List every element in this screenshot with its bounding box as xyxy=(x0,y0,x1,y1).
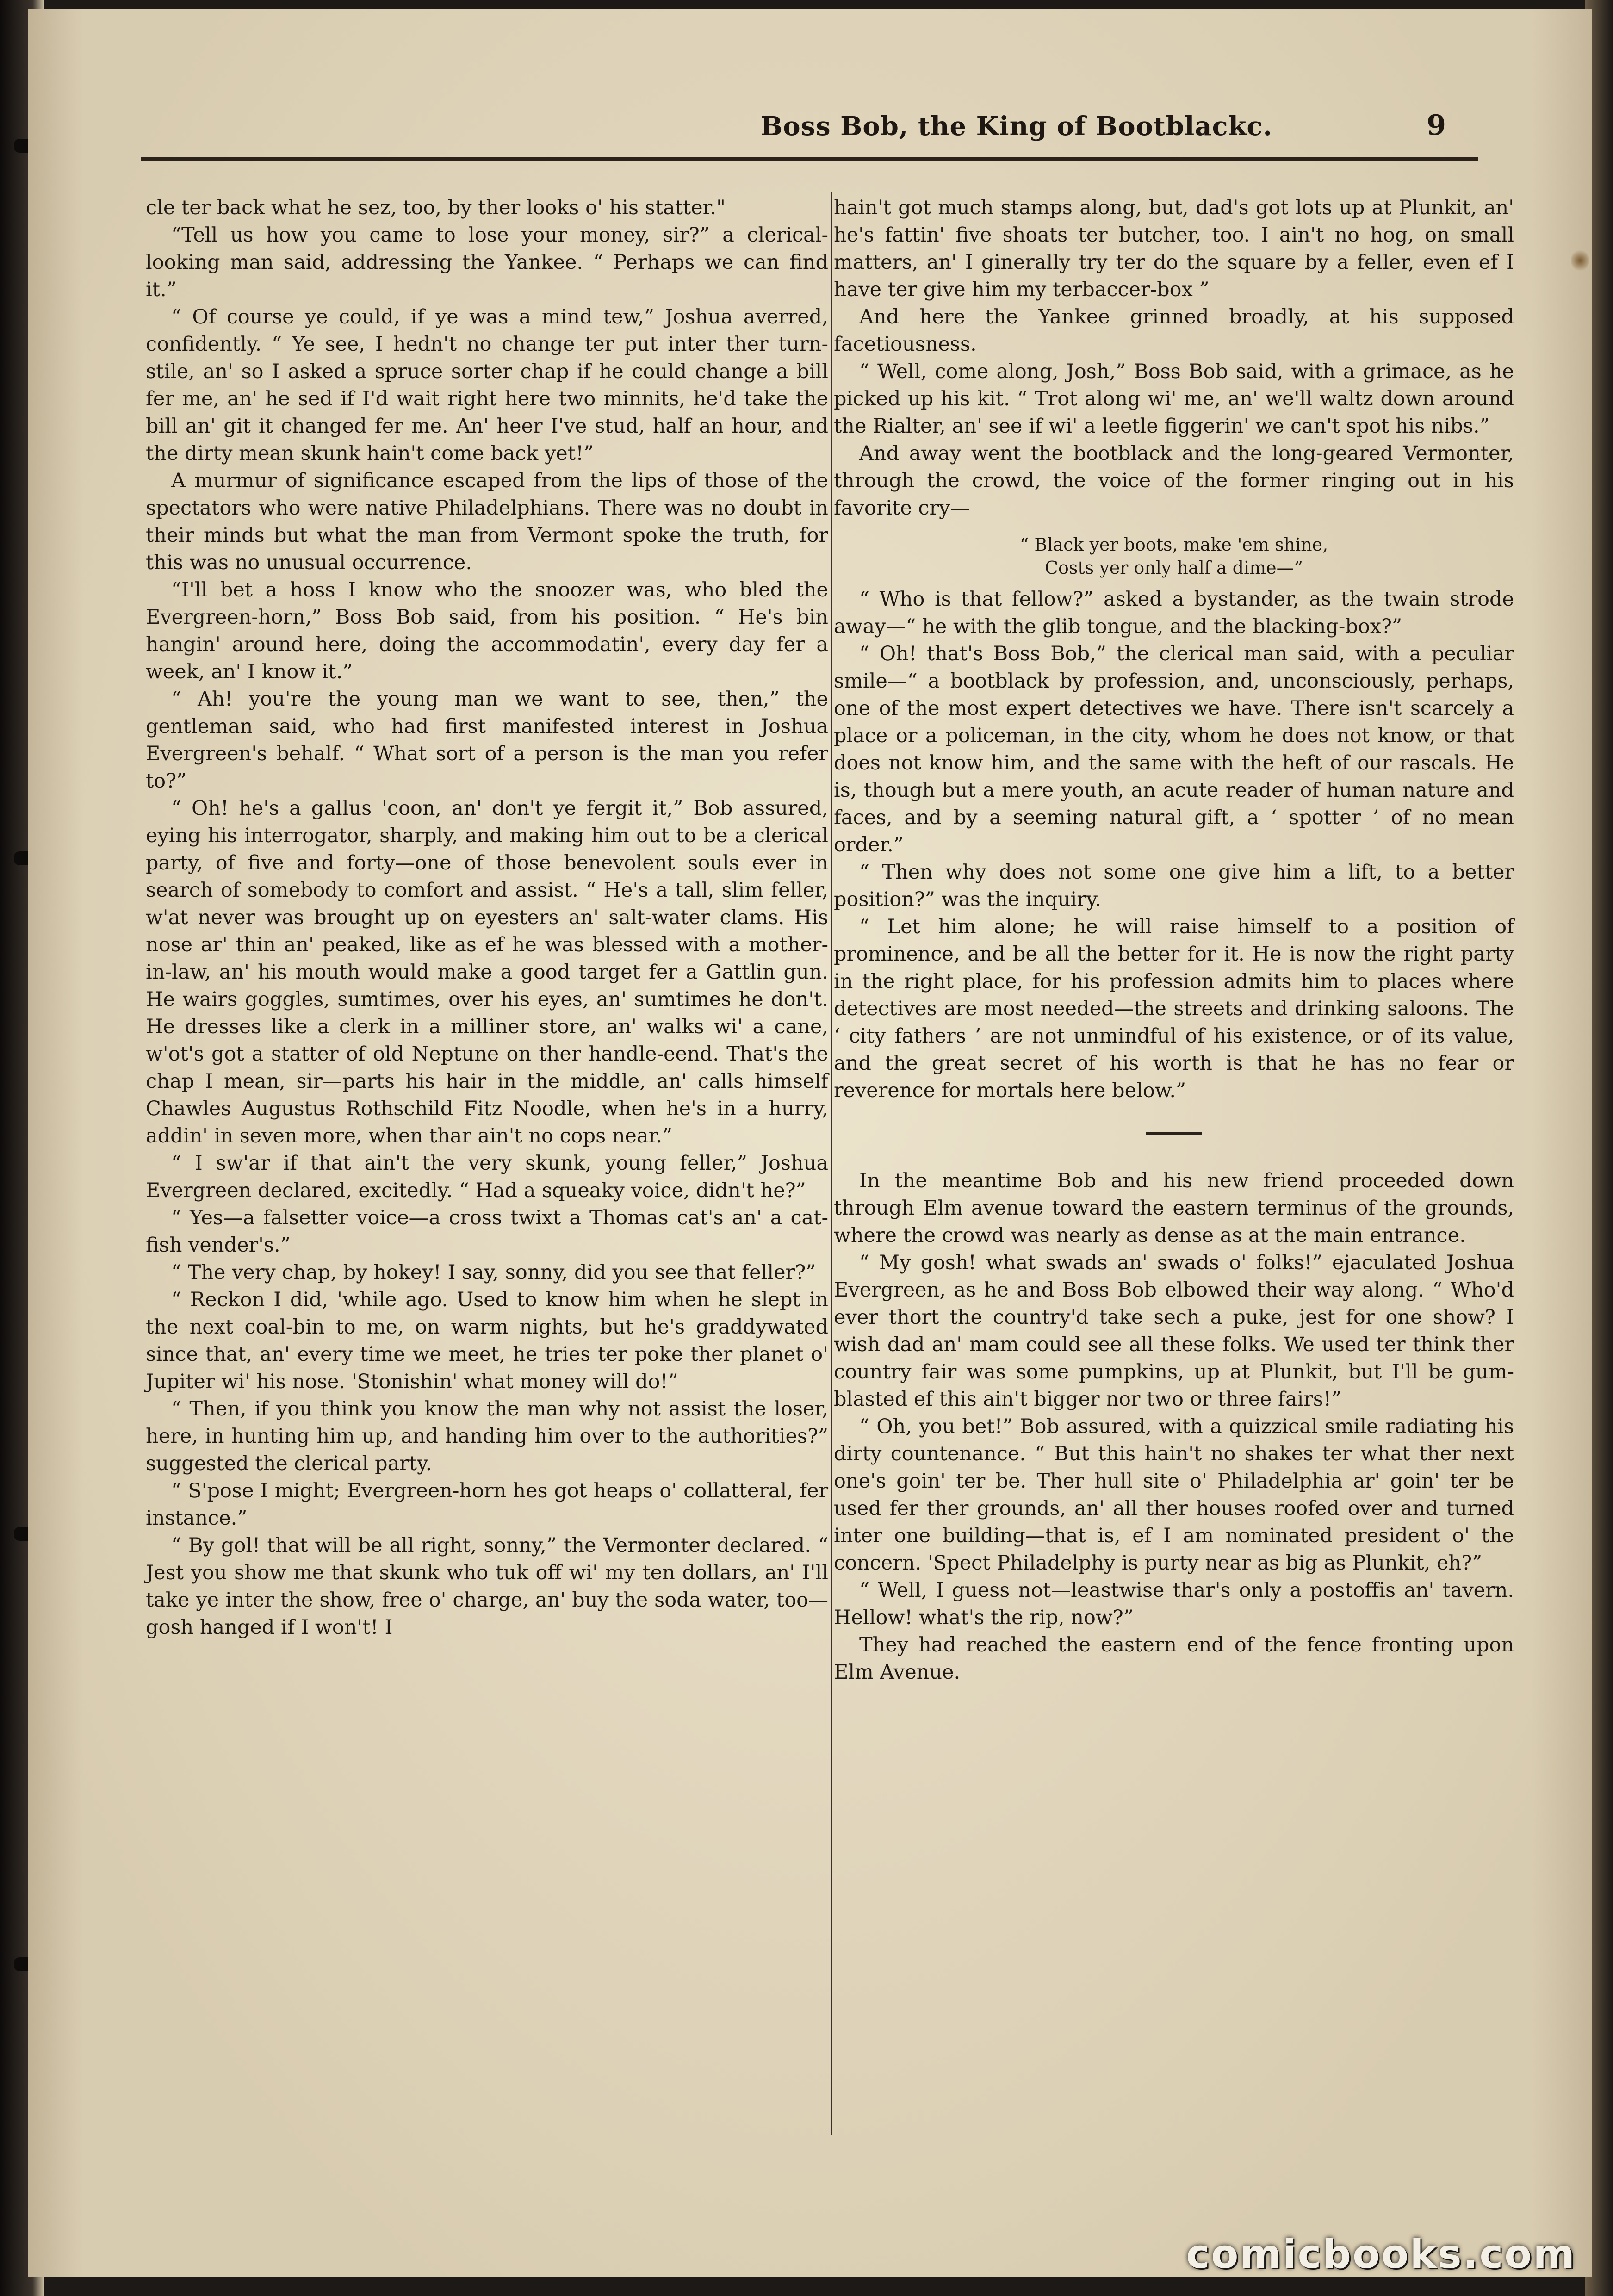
right-column xyxy=(834,194,1514,2161)
column-divider xyxy=(831,192,832,2135)
paragraph: They had reached the eastern end of the fence fronting upon Elm Avenue. xyxy=(834,1633,1514,1684)
page-number: 9 xyxy=(1427,109,1446,142)
paragraph: A murmur of significance escaped from the lips of those of the spectators who were native Philadelphians. There was no doubt in their minds but what the man from Vermont spoke the truth, for this was no unusual occurrence. xyxy=(146,469,828,574)
left-column xyxy=(146,194,828,2161)
paragraph: And here the Yankee grinned broadly, at his supposed facetiousness. xyxy=(834,305,1514,356)
paragraph: “ Who is that fellow?” asked a bystander, as the twain strode away—“ he with the glib tongue, and the blacking-box?” xyxy=(834,588,1514,638)
verse xyxy=(834,533,1514,579)
paragraph: “ Let him alone; he will raise himself to a position of prominence, and be all the better for it. He is now the right party in the right place, for his profession admits him to places where detectives are most needed—the streets and drinking saloons. The ‘ city fathers ’ are not unmindful of his existence, or of its value, and the great secret of his worth is that he has no fear or reverence for mortals here below.” xyxy=(834,915,1514,1102)
running-header xyxy=(28,102,1592,167)
watermark: comicbooks.com xyxy=(1186,2231,1576,2277)
paragraph: “ Then, if you think you know the man why not assist the loser, here, in hunting him up, and handing him over to the authorities?” suggested the clerical party. xyxy=(146,1397,828,1475)
paragraph: cle ter back what he sez, too, by ther looks o' his statter." xyxy=(146,196,726,219)
section-divider xyxy=(1146,1132,1202,1135)
stain-spot xyxy=(1571,250,1589,271)
book-page xyxy=(28,9,1592,2277)
paragraph: “ I sw'ar if that ain't the very skunk, young feller,” Joshua Evergreen declared, excitedly. “ Had a squeaky voice, didn't he?” xyxy=(146,1152,828,1202)
paragraph: “ Then why does not some one give him a lift, to a better position?” was the inquiry. xyxy=(834,861,1514,911)
paragraph: “ Well, come along, Josh,” Boss Bob said, with a grimace, as he picked up his kit. “ Trot along wi' me, an' we'll waltz down around the Rialter, an' see if wi' a leetle figgerin' we can't spot his nibs.” xyxy=(834,360,1514,438)
paragraph: “Tell us how you came to lose your money, sir?” a clerical-looking man said, addressing the Yankee. “ Perhaps we can find it.” xyxy=(146,223,828,301)
paragraph: “I'll bet a hoss I know who the snoozer was, who bled the Evergreen-horn,” Boss Bob said, from his position. “ He's bin hangin' around here, doing the accommodatin', every day fer a week, an' I know it.” xyxy=(146,578,828,683)
paragraph: “ Oh! he's a gallus 'coon, an' don't ye fergit it,” Bob assured, eying his interrogator, sharply, and making him out to be a clerical party, of five and forty—one of those benevolent souls ever in search of somebody to comfort and assist. “ He's a tall, slim feller, w'at never was brought up on eyesters an' salt-water clams. His nose ar' thin an' peaked, like as ef he was blessed with a mother-in-law, an' his mouth would make a good target fer a Gattlin gun. He wairs goggles, sumtimes, over his eyes, an' sumtimes he don't. He dresses like a clerk in a milliner store, an' walks wi' a cane, w'ot's got a statter of old Neptune on ther handle-eend. That's the chap I mean, sir—parts his hair in the middle, an' calls himself Chawles Augustus Rothschild Fitz Noodle, when he's in a hurry, addin' in seven more, when thar ain't no cops near.” xyxy=(146,797,828,1148)
paragraph: In the meantime Bob and his new friend proceeded down through Elm avenue toward the eastern terminus of the grounds, where the crowd was nearly as dense as at the main entrance. xyxy=(834,1169,1514,1247)
verse-line: “ Black yer boots, make 'em shine, xyxy=(1019,534,1328,555)
paragraph: “ By gol! that will be all right, sonny,” the Vermonter declared. “ Jest you show me that skunk who tuk off wi' my ten dollars, an' I'll take ye inter the show, free o' charge, an' buy the soda water, too—gosh hanged if I won't! I xyxy=(146,1534,828,1639)
paragraph: “ Oh, you bet!” Bob assured, with a quizzical smile radiating his dirty countenance. “ But this hain't no shakes ter what ther next one's goin' ter be. Ther hull site o' Philadelphia ar' goin' ter be used fer ther grounds, an' all ther houses roofed over and turned inter one building—that is, ef I am nominated president o' the concern. 'Spect Philadelphy is purty near as big as Plunkit, eh?” xyxy=(834,1415,1514,1575)
paragraph: “ Well, I guess not—leastwise thar's only a postoffis an' tavern. Hellow! what's the rip, now?” xyxy=(834,1579,1514,1629)
paragraph: “ The very chap, by hokey! I say, sonny, did you see that feller?” xyxy=(171,1261,816,1284)
paragraph: “ Yes—a falsetter voice—a cross twixt a Thomas cat's an' a cat-fish vender's.” xyxy=(146,1206,828,1257)
verse-line: Costs yer only half a dime—” xyxy=(1044,558,1303,578)
running-title: Boss Bob, the King of Bootblackc. xyxy=(760,111,1272,142)
paragraph: “ Oh! that's Boss Bob,” the clerical man said, with a peculiar smile—“ a bootblack by profession, and, unconsciously, perhaps, one of the most expert detectives we have. There isn't scarcely a place or a policeman, in the city, whom he does not know, or that does not know him, and the same with the heft of our rascals. He is, though but a mere youth, an acute reader of human nature and faces, and by a seeming natural gift, a ‘ spotter ’ of no mean order.” xyxy=(834,642,1514,856)
header-rule xyxy=(141,157,1478,161)
paragraph: And away went the bootblack and the long-geared Vermonter, through the crowd, the voice of the former ringing out in his favorite cry— xyxy=(834,442,1514,520)
paragraph: “ Of course ye could, if ye was a mind tew,” Joshua averred, confidently. “ Ye see, I hedn't no change ter put inter ther turn-stile, an' so I asked a spruce sorter chap if he could change a bill fer me, an' he sed if I'd wait right here two minnits, he'd take the bill an' git it changed fer me. An' heer I've stud, half an hour, and the dirty mean skunk hain't come back yet!” xyxy=(146,305,828,465)
paragraph: “ Ah! you're the young man we want to see, then,” the gentleman said, who had first manifested interest in Joshua Evergreen's behalf. “ What sort of a person is the man you refer to?” xyxy=(146,688,828,793)
paragraph: “ S'pose I might; Evergreen-horn hes got heaps o' collatteral, fer instance.” xyxy=(146,1479,828,1530)
paragraph: “ Reckon I did, 'while ago. Used to know him when he slept in the next coal-bin to me, on warm nights, but he's graddywated since that, an' every time we meet, he tries ter poke ther planet o' Jupiter wi' his nose. 'Stonishin' what money will do!” xyxy=(146,1288,828,1393)
paragraph: “ My gosh! what swads an' swads o' folks!” ejaculated Joshua Evergreen, as he and Boss Bob elbowed their way along. “ Who'd ever thort the country'd take sech a puke, jest for one show? I wish dad an' mam could see all these folks. We used ter think ther country fair was some pumpkins, up at Plunkit, but I'll be gum-blasted ef this ain't bigger nor two or three fairs!” xyxy=(834,1251,1514,1411)
paragraph: hain't got much stamps along, but, dad's got lots up at Plunkit, an' he's fattin' five shoats ter butcher, too. I ain't no hog, on small matters, an' I ginerally try ter do the square by a feller, even ef I have ter give him my terbaccer-box ” xyxy=(834,196,1514,301)
